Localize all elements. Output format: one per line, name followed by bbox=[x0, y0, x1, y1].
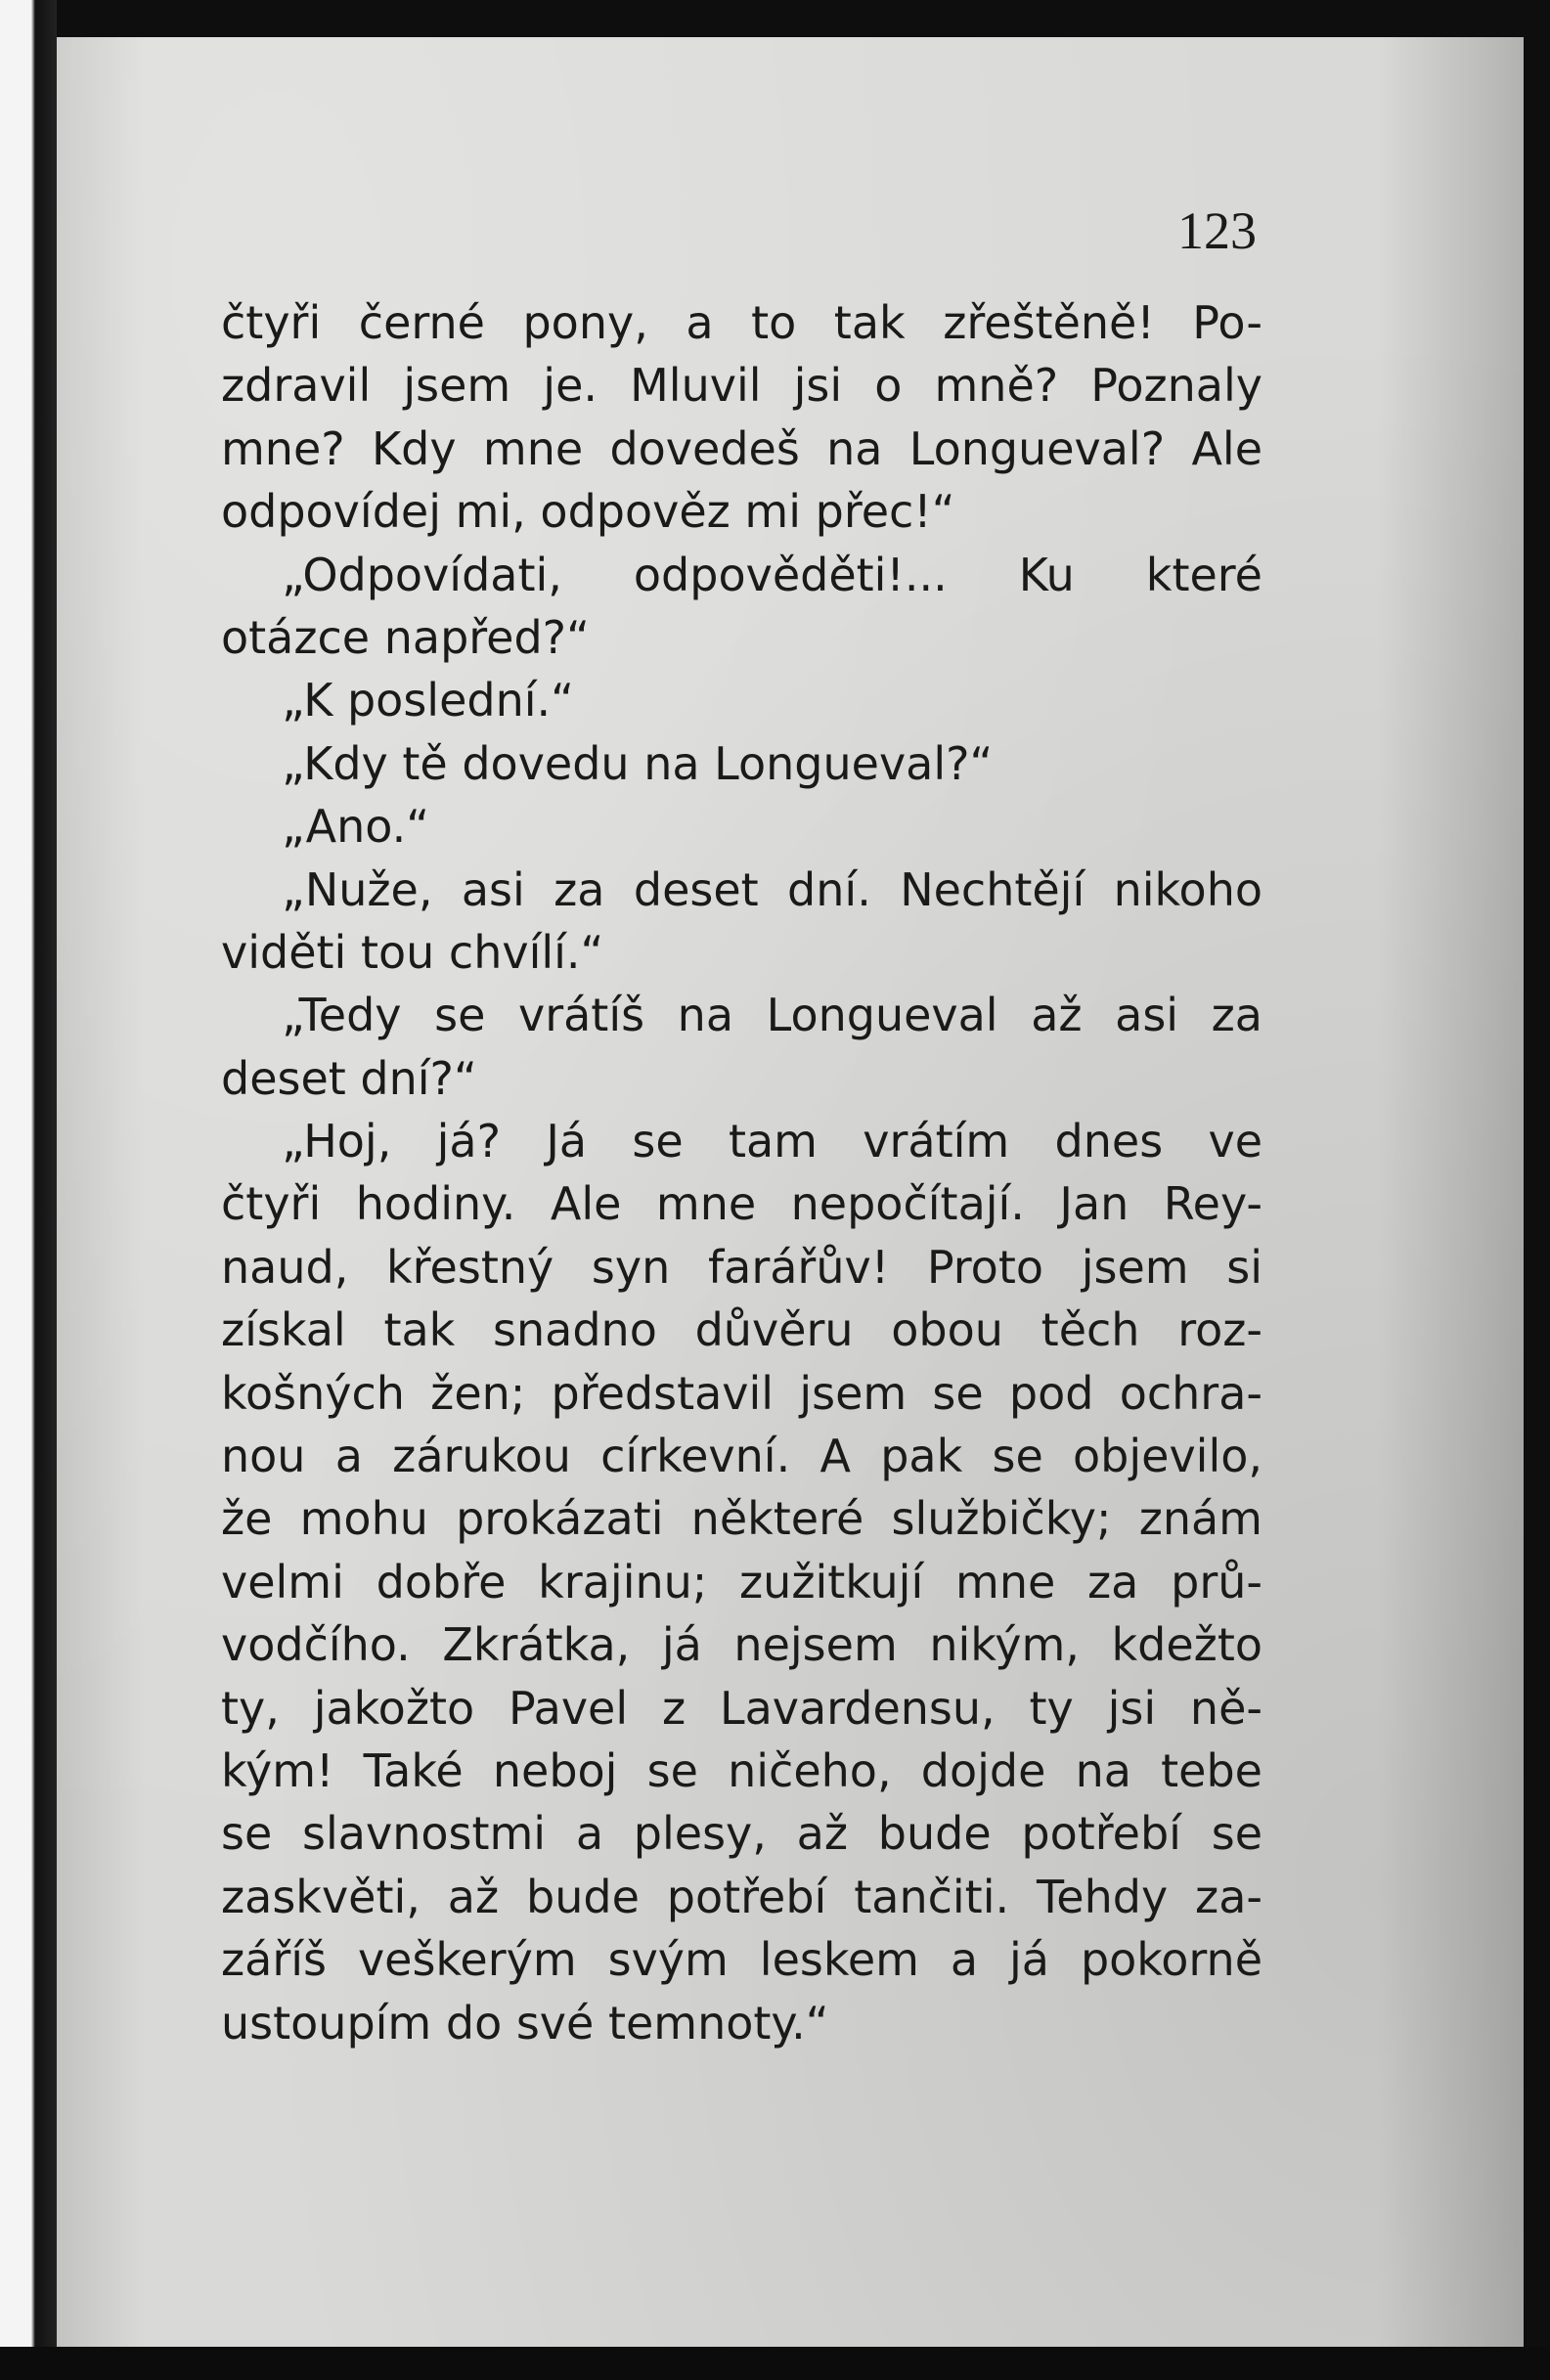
text-line: vodčího. Zkrátka, já nejsem nikým, kdežto bbox=[221, 1618, 1262, 1672]
text-line: mne? Kdy mne dovedeš na Longueval? Ale bbox=[221, 421, 1262, 475]
text-line: čtyři hodiny. Ale mne nepočítají. Jan Rey- bbox=[221, 1177, 1262, 1231]
page-number: 123 bbox=[1177, 201, 1257, 260]
page-edge-shadow bbox=[0, 0, 57, 2380]
text-line: kým! Také neboj se ničeho, dojde na tebe bbox=[221, 1743, 1262, 1797]
text-line: „Ano.“ bbox=[282, 800, 430, 854]
text-line: košných žen; představil jsem se pod ochra- bbox=[221, 1366, 1262, 1420]
text-line: ty, jakožto Pavel z Lavardensu, ty jsi ně- bbox=[221, 1681, 1262, 1735]
text-line: viděti tou chvílí.“ bbox=[221, 925, 604, 979]
text-line: „Odpovídati, odpověděti!... Ku které bbox=[282, 548, 1262, 601]
text-line: „Kdy tě dovedu na Longueval?“ bbox=[282, 736, 994, 790]
text-line: zaskvěti, až bude potřebí tančiti. Tehdy za- bbox=[221, 1870, 1262, 1923]
text-line: „Tedy se vrátíš na Longueval až asi za bbox=[282, 989, 1262, 1042]
text-line: získal tak snadno důvěru obou těch roz- bbox=[221, 1303, 1262, 1357]
text-line: čtyři černé pony, a to tak zřeštěně! Po- bbox=[221, 296, 1262, 349]
text-line: velmi dobře krajinu; zužitkují mne za prů- bbox=[221, 1555, 1262, 1609]
text-line: „Hoj, já? Já se tam vrátím dnes ve bbox=[282, 1115, 1262, 1168]
bottom-dark-border bbox=[0, 2347, 1550, 2380]
text-line: zdravil jsem je. Mluvil jsi o mně? Poznaly bbox=[221, 359, 1262, 413]
text-line: deset dní?“ bbox=[221, 1051, 477, 1105]
text-line: naud, křestný syn farářův! Proto jsem si bbox=[221, 1240, 1262, 1294]
text-line: ustoupím do své temnoty.“ bbox=[221, 1996, 829, 2049]
text-line: nou a zárukou církevní. A pak se objevilo, bbox=[221, 1430, 1262, 1483]
text-line: že mohu prokázati některé službičky; znám bbox=[221, 1492, 1262, 1546]
body-text bbox=[221, 291, 1262, 2054]
text-line: záříš veškerým svým leskem a já pokorně bbox=[221, 1933, 1262, 1987]
text-line: otázce napřed?“ bbox=[221, 610, 590, 664]
text-line: „K poslední.“ bbox=[282, 674, 574, 727]
text-line: se slavnostmi a plesy, až bude potřebí se bbox=[221, 1807, 1262, 1861]
text-line: odpovídej mi, odpověz mi přec!“ bbox=[221, 485, 955, 539]
text-line: „Nuže, asi za deset dní. Nechtějí nikoho bbox=[282, 862, 1262, 916]
